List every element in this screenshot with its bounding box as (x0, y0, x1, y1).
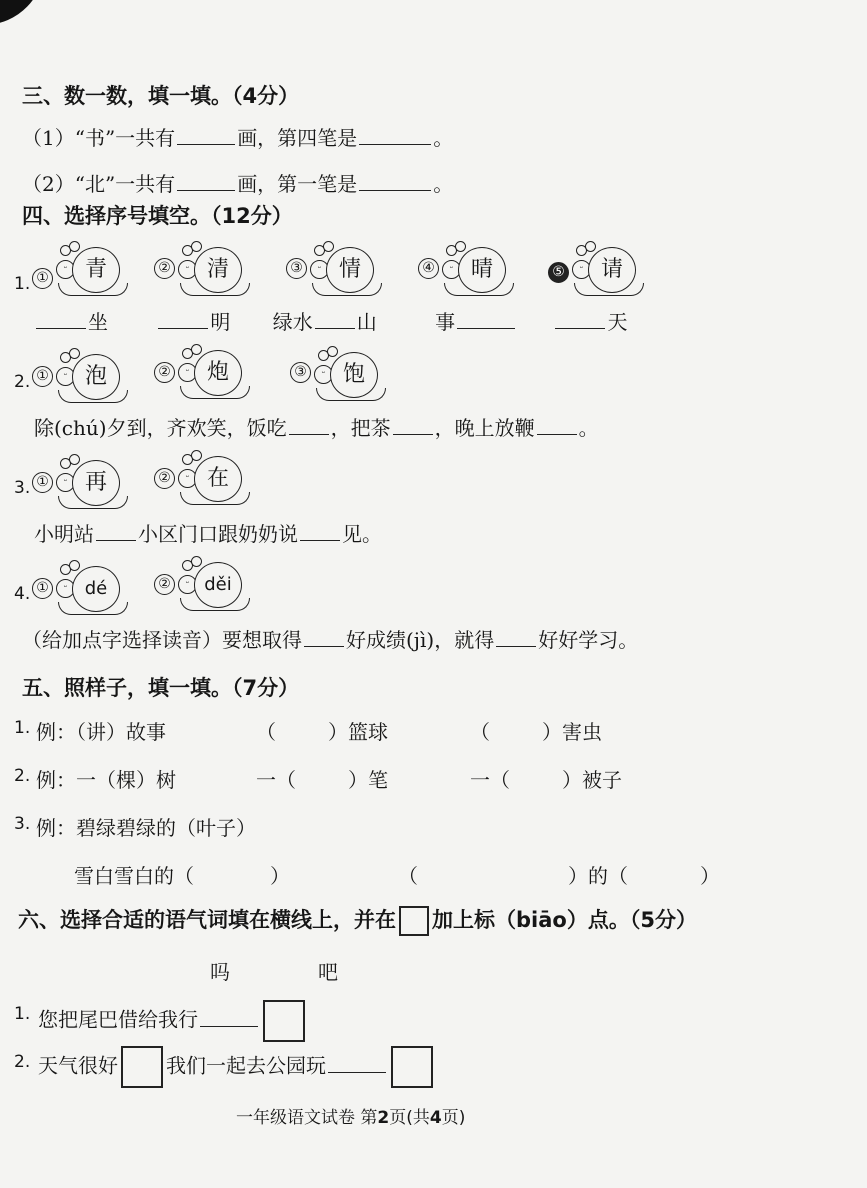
answer-blank[interactable] (289, 416, 329, 435)
answer-blank[interactable] (36, 310, 86, 329)
snail-option: ᵕ 再 (50, 456, 128, 512)
answer-blank[interactable] (304, 628, 344, 647)
fill-word: 明 (210, 310, 231, 334)
sentence-text: （给加点字选择读音）要想取得 (22, 628, 302, 652)
snail-option: ᵕ dé (50, 562, 128, 618)
footer-text: 页(共 (389, 1108, 430, 1128)
question-number: 1. (14, 1004, 31, 1024)
page-total: 4 (429, 1108, 442, 1128)
question-number: 2. (14, 1052, 31, 1072)
section3-q1 (22, 122, 453, 151)
sentence-text: 您把尾巴借给我行 (38, 1007, 198, 1032)
sentence-text: 好成绩(jì)，就得 (346, 628, 495, 652)
q2-sentence (34, 412, 599, 441)
question-number: 3. (14, 814, 31, 834)
option-mark: ① (32, 268, 53, 289)
option-mark: ③ (286, 258, 307, 279)
punct-box[interactable] (391, 1046, 433, 1088)
s5-q3-example: 例：碧绿碧绿的（叶子） (36, 816, 256, 840)
answer-blank[interactable] (328, 1054, 386, 1073)
sentence-text: 见。 (342, 522, 382, 546)
page-footer (236, 1103, 465, 1128)
q1-text-c: 。 (433, 126, 454, 150)
scan-corner-shadow (0, 0, 55, 28)
item-text: ）笔 (348, 768, 388, 792)
section4-title: 四、选择序号填空。（12分） (22, 204, 293, 228)
paren-close: ） (700, 864, 720, 888)
title-text: 六、选择合适的语气词填在横线上，并在 (18, 908, 396, 932)
snail-option: ᵕ 在 (172, 452, 250, 508)
paren-open: 一（ (256, 768, 296, 792)
question-number: 3. (14, 478, 31, 498)
snail-option: ᵕ 请 (566, 243, 644, 299)
footer-text: 一年级语文试卷 第 (236, 1108, 378, 1128)
title-text: 加上标（biāo）点。（5分） (432, 908, 697, 932)
s5-q3-item-b (398, 860, 720, 889)
page-number: 2 (377, 1108, 390, 1128)
answer-blank[interactable] (393, 416, 433, 435)
s5-q2-item-b (256, 764, 388, 793)
answer-blank[interactable] (359, 126, 431, 145)
s5-q2-item-c (470, 764, 622, 793)
snail-option: ᵕ 饱 (308, 348, 386, 404)
q3-sentence (34, 518, 382, 547)
answer-blank[interactable] (457, 310, 515, 329)
s6-q1 (38, 1000, 308, 1042)
question-number: 1. (14, 274, 31, 294)
sentence-text: 我们一起去公园玩 (166, 1053, 326, 1078)
sentence-text: 小明站 (34, 522, 94, 546)
option-mark: ② (154, 574, 175, 595)
item-text: ）被子 (562, 768, 622, 792)
option-pinyin: dé (72, 566, 120, 612)
paren-close: ） (270, 864, 290, 888)
snail-option: ᵕ 情 (304, 243, 382, 299)
answer-blank[interactable] (537, 416, 577, 435)
s5-q2-example: 例：一（棵）树 (36, 768, 176, 792)
s5-q1-item-c (470, 716, 602, 745)
question-number: 2. (14, 372, 31, 392)
punct-box[interactable] (121, 1046, 163, 1088)
item-text: ）篮球 (328, 720, 388, 744)
item-text: 雪白雪白的（ (74, 864, 194, 888)
sentence-text: ，晚上放鞭 (434, 416, 535, 440)
fill-word: 天 (607, 310, 628, 334)
option-char: 炮 (194, 350, 242, 396)
snail-option: ᵕ 晴 (436, 243, 514, 299)
snail-option: ᵕ 炮 (172, 346, 250, 402)
s5-q3-item-a (74, 860, 290, 889)
option-pinyin: děi (194, 562, 242, 608)
section3-q2 (22, 168, 453, 197)
option-char: 青 (72, 247, 120, 293)
snail-option: ᵕ 青 (50, 243, 128, 299)
paren-open: （ (470, 720, 490, 744)
sentence-text: ，把茶 (330, 416, 391, 440)
option-char: 清 (194, 247, 242, 293)
option-mark: ② (154, 258, 175, 279)
snail-option: ᵕ děi (172, 558, 250, 614)
answer-blank[interactable] (496, 628, 536, 647)
option-mark: ④ (418, 258, 439, 279)
answer-blank[interactable] (359, 172, 431, 191)
q2-text-a: （2）“北”一共有 (22, 172, 176, 196)
answer-blank[interactable] (200, 1008, 258, 1027)
snail-option: ᵕ 清 (172, 243, 250, 299)
sentence-text: 小区门口跟奶奶说 (138, 522, 298, 546)
sentence-text: 。 (578, 416, 599, 440)
fill-word: 坐 (88, 310, 108, 334)
answer-blank[interactable] (300, 522, 340, 541)
snail-option: ᵕ 泡 (50, 350, 128, 406)
option-mark: ① (32, 578, 53, 599)
answer-blank[interactable] (555, 310, 605, 329)
option-char: 饱 (330, 352, 378, 398)
section3-title: 三、数一数，填一填。（4分） (22, 84, 300, 108)
item-text: ）的（ (568, 864, 628, 888)
option-char: 泡 (72, 354, 120, 400)
paren-open: 一（ (470, 768, 510, 792)
question-number: 1. (14, 718, 31, 738)
item-text: ）害虫 (542, 720, 602, 744)
answer-blank[interactable] (177, 172, 235, 191)
sentence-text: 天气很好 (38, 1053, 118, 1078)
option-mark: ② (154, 468, 175, 489)
section6-title (18, 904, 697, 936)
q1-fill-line (34, 306, 627, 335)
sentence-text: 除(chú)夕到，齐欢笑，饭吃 (34, 416, 287, 440)
s5-q1-example: 例：（讲）故事 (36, 720, 166, 744)
fill-word: 绿水 (272, 310, 313, 334)
footer-text: 页) (441, 1108, 466, 1128)
answer-blank[interactable] (96, 522, 136, 541)
fill-word: 事 (435, 310, 456, 334)
sentence-text: 好好学习。 (538, 628, 639, 652)
answer-blank[interactable] (158, 310, 208, 329)
q1-text-b: 画，第四笔是 (237, 126, 358, 150)
answer-blank[interactable] (177, 126, 235, 145)
question-number: 4. (14, 584, 31, 604)
q2-text-b: 画，第一笔是 (237, 172, 358, 196)
option-char: 情 (326, 247, 374, 293)
option-mark: ⑤ (548, 262, 569, 283)
choice-word: 吧 (318, 960, 338, 984)
option-char: 在 (194, 456, 242, 502)
paren-open: （ (398, 864, 418, 888)
q2-text-c: 。 (433, 172, 454, 196)
s5-q1-item-b (256, 716, 388, 745)
option-char: 请 (588, 247, 636, 293)
q1-text-a: （1）“书”一共有 (22, 126, 176, 150)
s6-q2 (38, 1046, 436, 1088)
option-mark: ② (154, 362, 175, 383)
answer-blank[interactable] (315, 310, 355, 329)
question-number: 2. (14, 766, 31, 786)
punct-box[interactable] (263, 1000, 305, 1042)
choice-word: 吗 (210, 960, 230, 984)
option-mark: ③ (290, 362, 311, 383)
punct-box-icon (399, 906, 429, 936)
fill-word: 山 (356, 310, 377, 334)
option-mark: ① (32, 472, 53, 493)
section5-title: 五、照样子，填一填。（7分） (22, 676, 300, 700)
option-mark: ① (32, 366, 53, 387)
option-char: 再 (72, 460, 120, 506)
option-char: 晴 (458, 247, 506, 293)
q4-sentence (22, 624, 638, 653)
paren-open: （ (256, 720, 276, 744)
